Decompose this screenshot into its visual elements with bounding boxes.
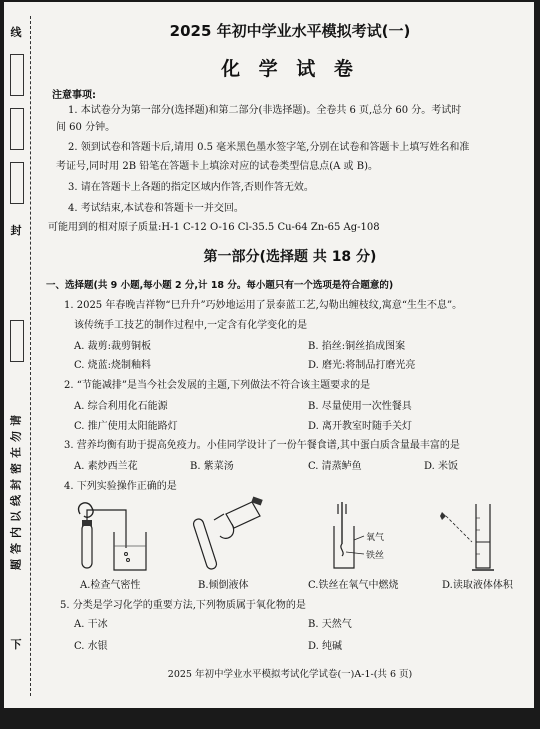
seal-line (30, 16, 31, 696)
q3-option-d: D. 米饭 (424, 461, 459, 472)
notes-heading: 注意事项: (52, 90, 96, 101)
q2-option-c: C. 推广使用太阳能路灯 (74, 421, 178, 432)
note-line: 2. 领到试卷和答题卡后,请用 0.5 毫米黑色墨水签字笔,分别在试卷和答题卡上填写姓名和准 (68, 142, 470, 153)
school-box (10, 162, 24, 204)
q2-option-b: B. 尽量使用一次性餐具 (308, 401, 412, 412)
q4-stem: 4. 下列实验操作正确的是 (64, 481, 177, 492)
q1-stem-2: 该传统手工技艺的制作过程中,一定含有化学变化的是 (74, 320, 308, 331)
q4-option-a: A.检查气密性 (80, 580, 141, 591)
figure-airtightness (70, 496, 170, 572)
q1-option-a: A. 裁剪:裁剪铜板 (74, 341, 151, 352)
exam-content (46, 2, 534, 708)
q1-option-d: D. 磨光:将制品打磨光亮 (308, 360, 416, 371)
note-line: 1. 本试卷分为第一部分(选择题)和第二部分(非选择题)。全卷共 6 页,总分 60 分。考试时 (68, 105, 462, 116)
q2-option-a: A. 综合利用化石能源 (74, 401, 168, 412)
figure-reading-volume (436, 496, 526, 572)
binding-notice: 请 勿 在 密 封 线 以 内 答 题 (9, 415, 23, 570)
q3-option-a: A. 素炒西兰花 (74, 461, 138, 472)
subject-title: 化 学 试 卷 (221, 58, 359, 80)
atomic-masses: 可能用到的相对原子质量:H-1 C-12 O-16 Cl-35.5 Cu-64 Zn-65 Ag-108 (48, 222, 380, 233)
q2-stem: 2. “节能减排”是当今社会发展的主题,下列做法不符合该主题要求的是 (64, 380, 371, 391)
page-footer: 2025 年初中学业水平模拟考试化学试卷(一)A-1-(共 6 页) (167, 669, 413, 680)
note-line: 间 60 分钟。 (56, 122, 116, 133)
q5-option-c: C. 水银 (74, 641, 108, 652)
binding-mid-char: 封 (10, 224, 22, 237)
q5-stem: 5. 分类是学习化学的重要方法,下列物质属于氧化物的是 (60, 600, 306, 611)
q3-option-c: C. 清蒸鲈鱼 (308, 461, 362, 472)
note-line: 4. 考试结束,本试卷和答题卡一并交回。 (68, 203, 244, 214)
label-iron-wire: 铁丝 (366, 551, 385, 561)
q3-option-b: B. 紫菜汤 (190, 461, 234, 472)
binding-bottom-char: 下 (10, 638, 22, 651)
note-line: 3. 请在答题卡上各题的指定区域内作答,否则作答无效。 (68, 182, 314, 193)
part1-instruction: 一、选择题(共 9 小题,每小题 2 分,计 18 分。每小题只有一个选项是符合题意的) (46, 280, 394, 291)
label-oxygen: 氧气 (366, 533, 385, 543)
q2-option-d: D. 离开教室时随手关灯 (308, 421, 413, 432)
id-box (10, 320, 24, 362)
exam-title: 2025 年初中学业水平模拟考试(一) (169, 22, 411, 40)
note-line: 考证号,同时用 2B 铅笔在答题卡上填涂对应的试卷类型信息点(A 或 B)。 (56, 161, 378, 172)
q5-option-d: D. 纯碱 (308, 641, 343, 652)
q1-stem: 1. 2025 年春晚吉祥物“巳升升”巧妙地运用了景泰蓝工艺,勾勒出缠枝纹,寓意“生生不息”。 (64, 300, 463, 311)
exam-sheet (4, 2, 534, 708)
q5-option-b: B. 天然气 (308, 619, 352, 630)
figure-iron-burning (308, 496, 418, 572)
q5-option-a: A. 干冰 (74, 619, 108, 630)
q4-option-d: D.读取液体体积 (442, 580, 513, 591)
q1-option-b: B. 掐丝:铜丝掐成图案 (308, 341, 406, 352)
q3-stem: 3. 营养均衡有助于提高免疫力。小佳同学设计了一份午餐食谱,其中蛋白质含量最丰富的是 (64, 440, 460, 451)
binding-top-char: 线 (10, 26, 22, 39)
binding-margin (4, 2, 38, 708)
part1-title: 第一部分(选择题 共 18 分) (203, 249, 377, 265)
q1-option-c: C. 烧蓝:烧制釉料 (74, 360, 152, 371)
name-box (10, 54, 24, 96)
class-box (10, 108, 24, 150)
q4-option-b: B.倾倒液体 (198, 580, 249, 591)
q4-option-c: C.铁丝在氧气中燃烧 (308, 580, 399, 591)
figure-pouring-liquid (186, 496, 286, 572)
